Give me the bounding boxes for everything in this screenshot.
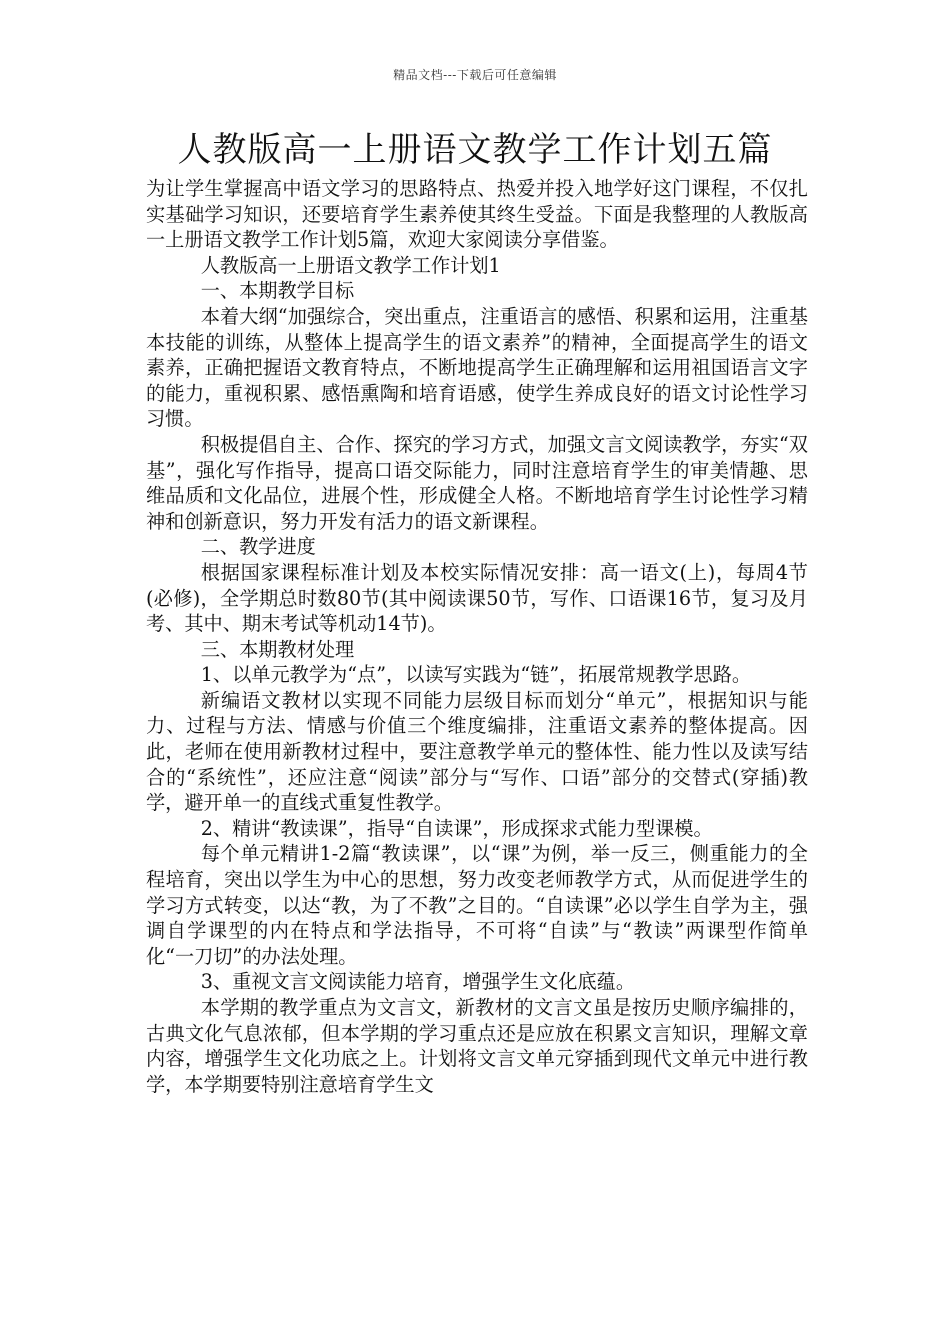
header-note: 精品文档---下载后可任意编辑 <box>393 68 557 82</box>
section-heading-materials: 三、本期教材处理 <box>200 637 355 661</box>
subsection-paragraph: 2、精讲“教读课”，指导“自读课”，形成探求式能力型课模。 <box>200 816 713 840</box>
body-paragraph: 本学期的教学重点为文言文，新教材的文言文虽是按历史顺序编排的，古典文化气息浓郁，但本学期的学习重点还是应放在积累文言知识，理解文章内容，增强学生文化功底之上。计划将文言文单元穿插到现代文单元中进行教学，本学期要特别注意培育学生文 <box>146 996 808 1096</box>
body-paragraph: 新编语文教材以实现不同能力层级目标而划分“单元”，根据知识与能力、过程与方法、情感与价值三个维度编排，注重语文素养的整体提高。因此，老师在使用新教材过程中，要注意教学单元的整体性、能力性以及读写结合的“系统性”，还应注意“阅读”部分与“写作、口语”部分的交替式(穿插)教学，避开单一的直线式重复性教学。 <box>146 688 808 815</box>
plan-heading: 人教版高一上册语文教学工作计划1 <box>200 253 501 277</box>
intro-paragraph: 为让学生掌握高中语文学习的思路特点、热爱并投入地学好这门课程，不仅扎实基础学习知识，还要培育学生素养使其终生受益。下面是我整理的人教版高一上册语文教学工作计划5篇，欢迎大家阅读分享借鉴。 <box>146 177 808 252</box>
subsection-paragraph: 1、以单元教学为“点”，以读写实践为“链”，拓展常规教学思路。 <box>200 663 752 687</box>
document-body <box>146 176 808 1097</box>
body-paragraph: 积极提倡自主、合作、探究的学习方式，加强文言文阅读教学，夯实“双基”，强化写作指导，提高口语交际能力，同时注意培育学生的审美情趣、思维品质和文化品位，进展个性，形成健全人格。不断地培育学生讨论性学习精神和创新意识，努力开发有活力的语文新课程。 <box>146 432 808 533</box>
section-heading-progress: 二、教学进度 <box>200 535 316 559</box>
document-title: 人教版高一上册语文教学工作计划五篇 <box>177 130 773 170</box>
body-paragraph: 本着大纲“加强综合，突出重点，注重语言的感悟、积累和运用，注重基本技能的训练，从整体上提高学生的语文素养”的精神，全面提高学生的语文素养，正确把握语文教育特点，不断地提高学生正确理解和运用祖国语言文字的能力，重视积累、感悟熏陶和培育语感，使学生养成良好的语文讨论性学习习惯。 <box>146 304 808 431</box>
subsection-paragraph: 3、重视文言文阅读能力培育，增强学生文化底蕴。 <box>200 970 636 994</box>
body-paragraph: 根据国家课程标准计划及本校实际情况安排：高一语文(上)，每周4节(必修)，全学期总时数80节(其中阅读课50节，写作、口语课16节，复习及月考、其中、期末考试等机动14节)。 <box>146 560 808 636</box>
section-heading-goals: 一、本期教学目标 <box>200 279 355 303</box>
body-paragraph: 每个单元精讲1-2篇“教读课”，以“课”为例，举一反三，侧重能力的全程培育，突出以学生为中心的思想，努力改变老师教学方式，从而促进学生的学习方式转变，以达“教，为了不教”之目的。“自读课”必以学生自学为主，强调自学课型的内在特点和学法指导，不可将“自读”与“教读”两课型作简单化“一刀切”的办法处理。 <box>146 842 808 968</box>
